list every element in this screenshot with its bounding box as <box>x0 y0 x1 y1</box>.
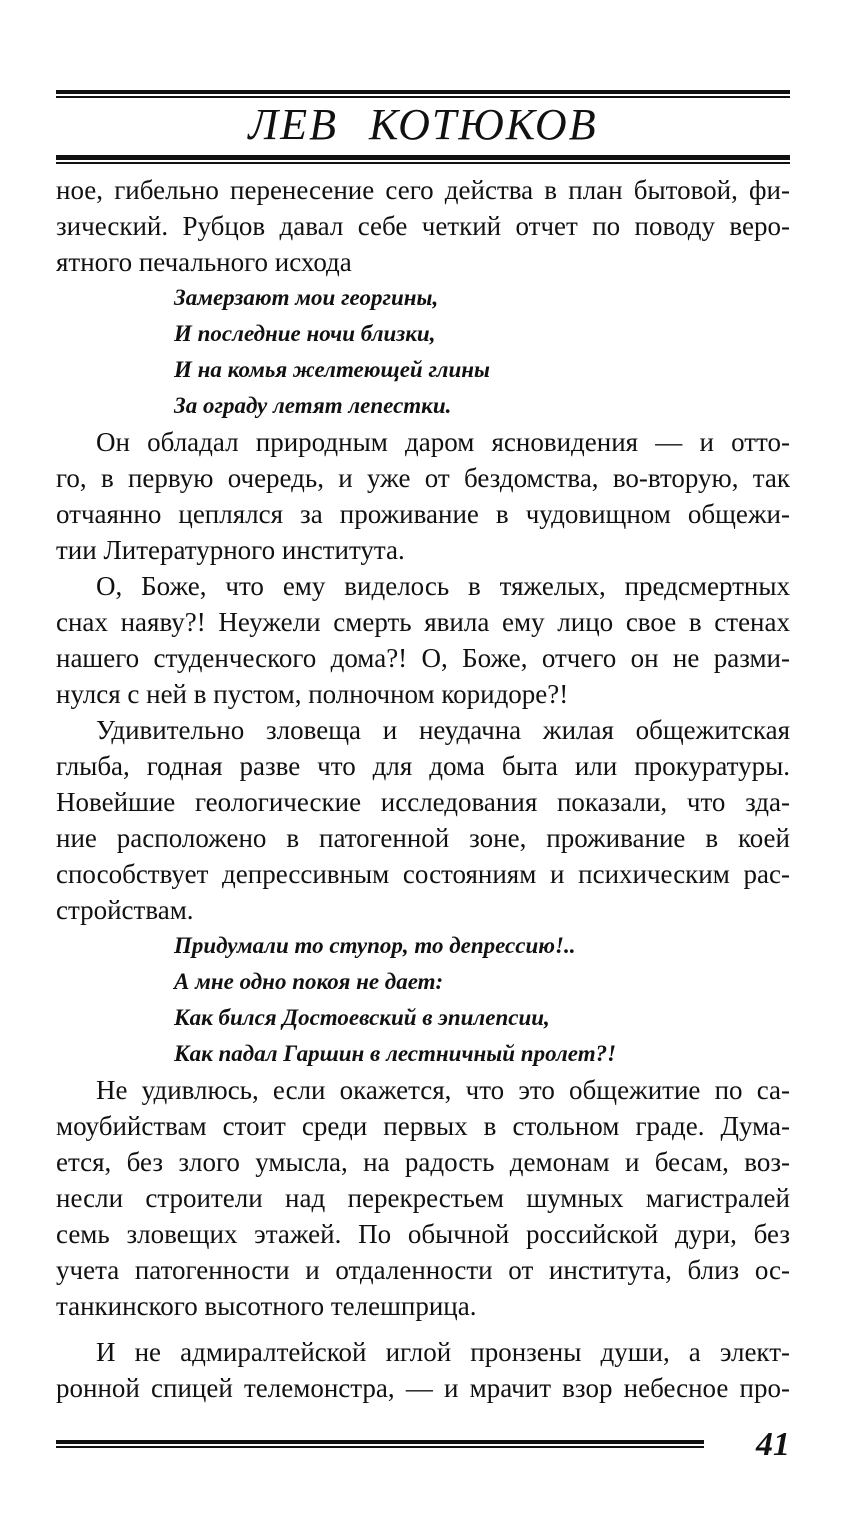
text-line: Новейшие геологические исследования показали, что зда- <box>56 787 790 817</box>
text-line: несли строители над перекрестьем шумных магистралей <box>56 1183 790 1213</box>
header-rule-top <box>56 90 790 94</box>
verse-stanza <box>56 280 790 424</box>
text-line: ние расположено в патогенной зоне, проживание в коей <box>56 823 790 853</box>
text-line: О, Боже, что ему виделось в тяжелых, предсмертных <box>96 571 790 601</box>
text-line: ронной спицей телемонстра, — и мрачит взор небесное про- <box>56 1373 790 1403</box>
text-line: Удивительно зловеща и неудачна жилая общежитская <box>96 715 790 745</box>
page-text <box>56 172 790 1406</box>
running-header-title: ЛЕВ КОТЮКОВ <box>248 100 598 149</box>
text-line: снах наяву?! Неужели смерть явила ему лицо свое в стенах <box>56 607 790 637</box>
paragraph <box>56 1072 790 1324</box>
text-line: ное, гибельно перенесение сего действа в план бытовой, фи- <box>56 175 790 205</box>
verse-line: Придумали то ступор, то депрессию!.. <box>174 933 576 958</box>
verse-stanza <box>56 928 790 1072</box>
text-line: стройствам. <box>56 895 194 925</box>
text-line: семь зловещих этажей. По обычной российской дури, без <box>56 1219 790 1249</box>
paragraph-gap <box>56 1324 790 1334</box>
text-line: Он обладал природным даром ясновидения — и отто- <box>96 427 790 457</box>
text-line: танкинского высотного телешприца. <box>56 1291 477 1321</box>
text-line: учета патогенности и отдаленности от института, близ ос- <box>56 1255 790 1285</box>
verse-line: Как бился Достоевский в эпилепсии, <box>174 1005 550 1030</box>
paragraph <box>56 712 790 928</box>
text-line: способствует депрессивным состояниям и психическим рас- <box>56 859 790 889</box>
text-line: нашего студенческого дома?! О, Боже, отчего он не разми- <box>56 643 790 673</box>
verse-line: И на комья желтеющей глины <box>174 357 490 382</box>
text-line: го, в первую очередь, и уже от бездомства, во-вторую, так <box>56 463 790 493</box>
text-line: отчаянно цеплялся за проживание в чудовищном общежи- <box>56 499 790 529</box>
text-line: нулся с ней в пустом, полночном коридоре?! <box>56 679 569 709</box>
verse-line: За ограду летят лепестки. <box>174 393 452 418</box>
paragraph <box>56 172 790 280</box>
header-rule-bottom-thin <box>56 162 790 164</box>
text-line: моубийствам стоит среди первых в стольном граде. Дума- <box>56 1111 790 1141</box>
verse-line: И последние ночи близки, <box>174 321 436 346</box>
header-rule-bottom <box>56 155 790 160</box>
text-line: ется, без злого умысла, на радость демонам и бесам, воз- <box>56 1147 790 1177</box>
text-line: ятного печального исхода <box>56 247 352 277</box>
page-number: 41 <box>756 1426 790 1463</box>
paragraph <box>56 568 790 712</box>
text-line: зический. Рубцов давал себе четкий отчет по поводу веро- <box>56 211 790 241</box>
text-line: тии Литературного института. <box>56 535 405 565</box>
text-line: глыба, годная разве что для дома быта или прокуратуры. <box>56 751 790 781</box>
verse-line: А мне одно покоя не дает: <box>174 969 444 994</box>
verse-line: Как падал Гаршин в лестничный пролет?! <box>174 1041 617 1066</box>
text-line: Не удивлюсь, если окажется, что это общежитие по са- <box>96 1075 790 1105</box>
paragraph <box>56 424 790 568</box>
footer-rule-thin <box>56 1446 704 1448</box>
text-line: И не адмиралтейской иглой пронзены души, а элект- <box>96 1337 790 1367</box>
verse-line: Замерзают мои георгины, <box>174 285 439 310</box>
paragraph <box>56 1334 790 1406</box>
footer-rule <box>56 1440 704 1444</box>
